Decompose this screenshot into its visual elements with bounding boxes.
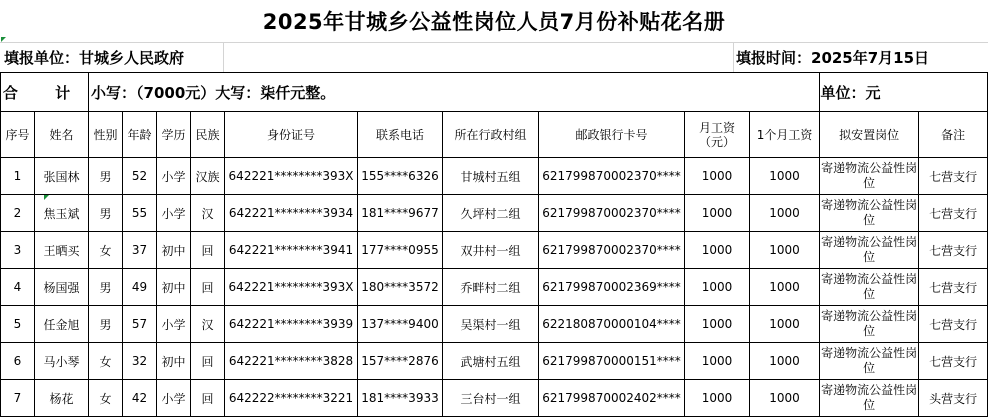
- id-number-cell[interactable]: 642222********3221: [225, 380, 358, 417]
- post-cell[interactable]: 寄递物流公益性岗位: [820, 269, 919, 306]
- name-cell[interactable]: 任金旭: [35, 306, 89, 343]
- header-cell[interactable]: 序号: [1, 112, 35, 158]
- phone-cell[interactable]: 180****3572: [358, 269, 443, 306]
- ethnicity-cell[interactable]: 回: [191, 269, 225, 306]
- serial-cell[interactable]: 5: [1, 306, 35, 343]
- village-cell[interactable]: 吴渠村一组: [443, 306, 539, 343]
- one-month-wage-cell[interactable]: 1000: [750, 269, 820, 306]
- cell-divider: [733, 43, 734, 73]
- education-cell[interactable]: 小学: [157, 158, 191, 195]
- table-row: [1, 306, 988, 343]
- one-month-wage-cell[interactable]: 1000: [750, 232, 820, 269]
- total-row: [1, 73, 988, 112]
- header-cell[interactable]: 1个月工资: [750, 112, 820, 158]
- village-cell[interactable]: 双井村一组: [443, 232, 539, 269]
- ethnicity-cell[interactable]: 回: [191, 232, 225, 269]
- one-month-wage-cell[interactable]: 1000: [750, 380, 820, 417]
- bank-card-cell[interactable]: 621799870002369****: [539, 269, 685, 306]
- monthly-wage-cell[interactable]: 1000: [685, 195, 750, 232]
- monthly-wage-cell[interactable]: 1000: [685, 269, 750, 306]
- gender-cell[interactable]: 男: [89, 306, 123, 343]
- reporting-time: 填报时间：2025年7月15日: [736, 49, 930, 67]
- sheet-title: 2025年甘城乡公益性岗位人员7月份补贴花名册: [262, 10, 726, 34]
- id-number-cell[interactable]: 642221********393X: [225, 269, 358, 306]
- gender-cell[interactable]: 女: [89, 343, 123, 380]
- header-cell[interactable]: 拟安置岗位: [820, 112, 919, 158]
- name-cell[interactable]: 马小琴: [35, 343, 89, 380]
- name-cell[interactable]: 王晒买: [35, 232, 89, 269]
- header-cell[interactable]: 姓名: [35, 112, 89, 158]
- name-cell[interactable]: 杨花: [35, 380, 89, 417]
- education-cell[interactable]: 初中: [157, 232, 191, 269]
- table-row: [1, 380, 988, 417]
- table-row: [1, 232, 988, 269]
- post-cell[interactable]: 寄递物流公益性岗位: [820, 195, 919, 232]
- phone-cell[interactable]: 177****0955: [358, 232, 443, 269]
- one-month-wage-cell[interactable]: 1000: [750, 158, 820, 195]
- village-cell[interactable]: 甘城村五组: [443, 158, 539, 195]
- header-cell[interactable]: 性别: [89, 112, 123, 158]
- id-number-cell[interactable]: 642221********393X: [225, 158, 358, 195]
- post-cell[interactable]: 寄递物流公益性岗位: [820, 343, 919, 380]
- age-cell[interactable]: 57: [123, 306, 157, 343]
- gender-cell[interactable]: 男: [89, 158, 123, 195]
- header-cell[interactable]: 备注: [919, 112, 988, 158]
- village-cell[interactable]: 武塘村五组: [443, 343, 539, 380]
- phone-cell[interactable]: 157****2876: [358, 343, 443, 380]
- header-cell[interactable]: 民族: [191, 112, 225, 158]
- id-number-cell[interactable]: 642221********3828: [225, 343, 358, 380]
- post-cell[interactable]: 寄递物流公益性岗位: [820, 380, 919, 417]
- total-label-cell[interactable]: [1, 73, 89, 112]
- header-cell[interactable]: 所在行政村组: [443, 112, 539, 158]
- one-month-wage-cell[interactable]: 1000: [750, 343, 820, 380]
- note-cell[interactable]: 七营支行: [919, 158, 988, 195]
- bank-card-cell[interactable]: 621799870002402****: [539, 380, 685, 417]
- note-cell[interactable]: 七营支行: [919, 232, 988, 269]
- age-cell[interactable]: 32: [123, 343, 157, 380]
- total-amount: 小写：（7000元）大写：柒仟元整。: [91, 83, 336, 102]
- post-cell[interactable]: 寄递物流公益性岗位: [820, 232, 919, 269]
- serial-cell[interactable]: 7: [1, 380, 35, 417]
- ethnicity-cell[interactable]: 回: [191, 380, 225, 417]
- ethnicity-cell[interactable]: 汉: [191, 195, 225, 232]
- village-cell[interactable]: 久坪村二组: [443, 195, 539, 232]
- education-cell[interactable]: 小学: [157, 195, 191, 232]
- phone-cell[interactable]: 155****6326: [358, 158, 443, 195]
- phone-cell[interactable]: 181****3933: [358, 380, 443, 417]
- note-cell[interactable]: 七营支行: [919, 195, 988, 232]
- bank-card-cell[interactable]: 621799870000151****: [539, 343, 685, 380]
- serial-cell[interactable]: 3: [1, 232, 35, 269]
- monthly-wage-cell[interactable]: 1000: [685, 343, 750, 380]
- age-cell[interactable]: 49: [123, 269, 157, 306]
- phone-cell[interactable]: 181****9677: [358, 195, 443, 232]
- serial-cell[interactable]: 1: [1, 158, 35, 195]
- name-cell[interactable]: 杨国强: [35, 269, 89, 306]
- monthly-wage-cell[interactable]: 1000: [685, 158, 750, 195]
- name-cell[interactable]: 张国林: [35, 158, 89, 195]
- education-cell[interactable]: 初中: [157, 269, 191, 306]
- header-row: [1, 112, 988, 158]
- gender-cell[interactable]: 女: [89, 380, 123, 417]
- id-number-cell[interactable]: 642221********3941: [225, 232, 358, 269]
- village-cell[interactable]: 乔畔村二组: [443, 269, 539, 306]
- reporting-unit: 填报单位：甘城乡人民政府: [4, 49, 185, 67]
- roster-table: [0, 72, 988, 417]
- education-cell[interactable]: 小学: [157, 380, 191, 417]
- note-cell[interactable]: 七营支行: [919, 306, 988, 343]
- total-label: 合 计: [2, 83, 87, 102]
- header-cell[interactable]: 身份证号: [225, 112, 358, 158]
- phone-cell[interactable]: 137****9400: [358, 306, 443, 343]
- id-number-cell[interactable]: 642221********3939: [225, 306, 358, 343]
- gender-cell[interactable]: 男: [89, 195, 123, 232]
- header-cell[interactable]: 月工资（元）: [685, 112, 750, 158]
- ethnicity-cell[interactable]: 汉: [191, 306, 225, 343]
- one-month-wage-cell[interactable]: 1000: [750, 195, 820, 232]
- name-cell[interactable]: 焦玉斌: [35, 195, 89, 232]
- gender-cell[interactable]: 男: [89, 269, 123, 306]
- monthly-wage-cell[interactable]: 1000: [685, 380, 750, 417]
- header-cell[interactable]: 学历: [157, 112, 191, 158]
- note-cell[interactable]: 七营支行: [919, 343, 988, 380]
- ethnicity-cell[interactable]: 汉族: [191, 158, 225, 195]
- meta-row: [0, 42, 988, 73]
- age-cell[interactable]: 55: [123, 195, 157, 232]
- education-cell[interactable]: 初中: [157, 343, 191, 380]
- bank-card-cell[interactable]: 621799870002370****: [539, 195, 685, 232]
- table-row: [1, 158, 988, 195]
- total-amount-cell[interactable]: 小写：（7000元）大写：柒仟元整。 单位：元: [89, 73, 820, 112]
- monthly-wage-cell[interactable]: 1000: [685, 232, 750, 269]
- village-cell[interactable]: 三台村一组: [443, 380, 539, 417]
- age-cell[interactable]: 52: [123, 158, 157, 195]
- ethnicity-cell[interactable]: 回: [191, 343, 225, 380]
- serial-cell[interactable]: 4: [1, 269, 35, 306]
- one-month-wage-cell[interactable]: 1000: [750, 306, 820, 343]
- table-row: [1, 269, 988, 306]
- age-cell[interactable]: 37: [123, 232, 157, 269]
- serial-cell[interactable]: 6: [1, 343, 35, 380]
- table-row: [1, 195, 988, 232]
- note-cell[interactable]: 头营支行: [919, 380, 988, 417]
- cell-divider: [223, 43, 224, 73]
- header-cell[interactable]: 联系电话: [358, 112, 443, 158]
- table-row: [1, 343, 988, 380]
- header-cell[interactable]: 年龄: [123, 112, 157, 158]
- serial-cell[interactable]: 2: [1, 195, 35, 232]
- bank-card-cell[interactable]: 622180870000104****: [539, 306, 685, 343]
- note-cell[interactable]: 七营支行: [919, 269, 988, 306]
- id-number-cell[interactable]: 642221********3934: [225, 195, 358, 232]
- bank-card-cell[interactable]: 621799870002370****: [539, 158, 685, 195]
- header-cell[interactable]: 邮政银行卡号: [539, 112, 685, 158]
- age-cell[interactable]: 42: [123, 380, 157, 417]
- gender-cell[interactable]: 女: [89, 232, 123, 269]
- monthly-wage-cell[interactable]: 1000: [685, 306, 750, 343]
- bank-card-cell[interactable]: 621799870002370****: [539, 232, 685, 269]
- post-cell[interactable]: 寄递物流公益性岗位: [820, 158, 919, 195]
- post-cell[interactable]: 寄递物流公益性岗位: [820, 306, 919, 343]
- comment-marker-icon: [1, 37, 6, 42]
- education-cell[interactable]: 小学: [157, 306, 191, 343]
